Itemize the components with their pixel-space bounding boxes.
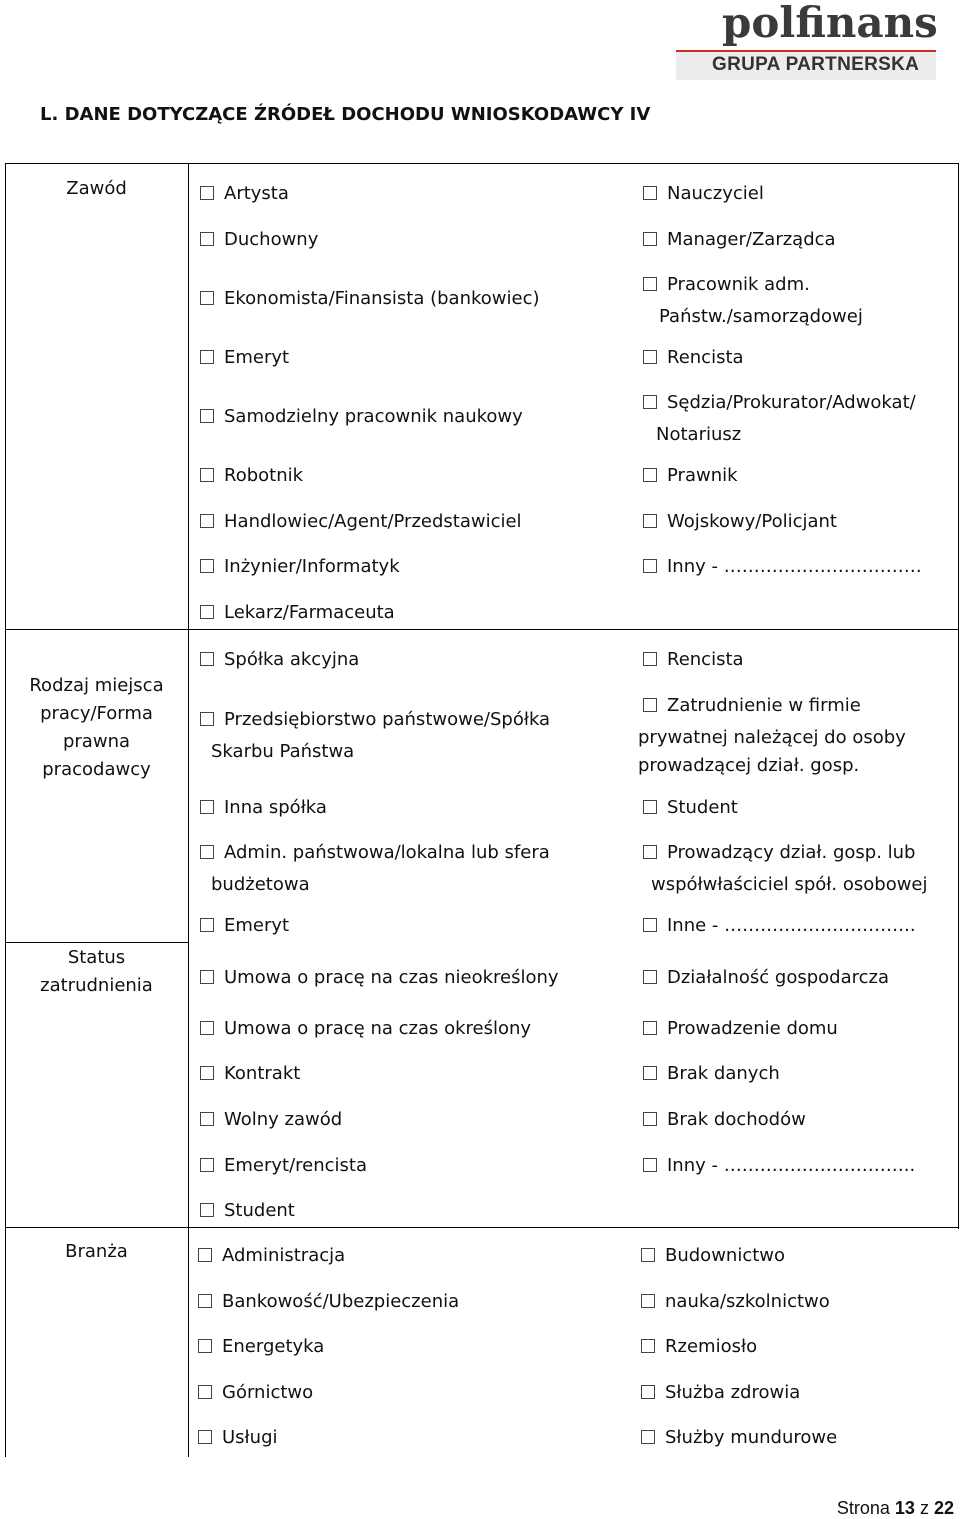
- row-label-status-line1: Status: [67, 947, 126, 968]
- option-gornictwo[interactable]: Górnictwo: [198, 1377, 313, 1408]
- page-number: Strona 13 z 22: [836, 1498, 954, 1518]
- option-student-rodzaj[interactable]: Student: [643, 792, 738, 823]
- table-divider-rodzaj: [5, 629, 959, 630]
- checkbox[interactable]: [643, 1066, 657, 1080]
- row-label-rodzaj: [5, 672, 188, 784]
- checkbox[interactable]: [200, 232, 214, 246]
- option-prowadzacy-dzial[interactable]: Prowadzący dział. gosp. lub: [643, 837, 915, 868]
- checkbox[interactable]: [200, 350, 214, 364]
- table-divider-status: [5, 942, 188, 943]
- checkbox[interactable]: [200, 918, 214, 932]
- option-kontrakt[interactable]: Kontrakt: [200, 1058, 300, 1089]
- option-spolka-akcyjna[interactable]: Spółka akcyjna: [200, 644, 359, 675]
- option-samodzielny-pracownik[interactable]: Samodzielny pracownik naukowy: [200, 401, 523, 432]
- checkbox[interactable]: [198, 1385, 212, 1399]
- checkbox[interactable]: [200, 800, 214, 814]
- checkbox[interactable]: [200, 186, 214, 200]
- checkbox[interactable]: [200, 652, 214, 666]
- checkbox[interactable]: [200, 1112, 214, 1126]
- option-lekarz[interactable]: Lekarz/Farmaceuta: [200, 597, 395, 628]
- option-rencista[interactable]: Rencista: [643, 342, 744, 373]
- option-emeryt-rodzaj[interactable]: Emeryt: [200, 910, 289, 941]
- checkbox[interactable]: [200, 970, 214, 984]
- checkbox[interactable]: [643, 918, 657, 932]
- option-budownictwo[interactable]: Budownictwo: [641, 1240, 785, 1271]
- option-emeryt-rencista[interactable]: Emeryt/rencista: [200, 1150, 367, 1181]
- option-prowadzenie-domu[interactable]: Prowadzenie domu: [643, 1013, 838, 1044]
- row-label-status-line2: zatrudnienia: [40, 975, 153, 996]
- checkbox[interactable]: [643, 800, 657, 814]
- table-border-right: [958, 163, 959, 1229]
- option-student-status[interactable]: Student: [200, 1195, 295, 1226]
- checkbox[interactable]: [198, 1248, 212, 1262]
- option-manager[interactable]: Manager/Zarządca: [643, 224, 836, 255]
- checkbox[interactable]: [200, 845, 214, 859]
- logo-brand-text: polfinans: [722, 0, 938, 47]
- row-label-branza: Branża: [65, 1241, 128, 1262]
- company-logo: [676, 0, 960, 80]
- option-inne-rodzaj[interactable]: Inne - …………………………..: [643, 910, 916, 941]
- checkbox[interactable]: [200, 291, 214, 305]
- checkbox[interactable]: [198, 1339, 212, 1353]
- option-zatrudnienie-firma[interactable]: Zatrudnienie w firmie: [643, 690, 861, 721]
- row-label-rodzaj-line3: prawna: [62, 731, 131, 752]
- checkbox[interactable]: [200, 409, 214, 423]
- checkbox[interactable]: [200, 468, 214, 482]
- option-inna-spolka[interactable]: Inna spółka: [200, 792, 327, 823]
- checkbox[interactable]: [643, 186, 657, 200]
- option-pracownik-adm-line2: Państw./samorządowej: [659, 306, 863, 327]
- option-brak-dochodow[interactable]: Brak dochodów: [643, 1104, 806, 1135]
- option-zatrudnienie-firma-line3: prowadzącej dział. gosp.: [638, 755, 860, 776]
- checkbox[interactable]: [200, 1066, 214, 1080]
- checkbox[interactable]: [200, 712, 214, 726]
- total-pages: 22: [933, 1498, 954, 1518]
- option-emeryt[interactable]: Emeryt: [200, 342, 289, 373]
- option-artysta[interactable]: Artysta: [200, 178, 289, 209]
- checkbox[interactable]: [198, 1430, 212, 1444]
- option-duchowny[interactable]: Duchowny: [200, 224, 318, 255]
- checkbox[interactable]: [198, 1294, 212, 1308]
- option-przedsiebiorstwo-line2: Skarbu Państwa: [211, 741, 355, 762]
- option-bankowosc[interactable]: Bankowość/Ubezpieczenia: [198, 1286, 459, 1317]
- option-inzynier[interactable]: Inżynier/Informatyk: [200, 551, 400, 582]
- checkbox[interactable]: [200, 605, 214, 619]
- checkbox[interactable]: [641, 1430, 655, 1444]
- row-label-rodzaj-line2: pracy/Forma: [40, 703, 153, 724]
- option-prowadzacy-dzial-line2: współwłaściciel spół. osobowej: [651, 874, 928, 895]
- logo-subtitle: GRUPA PARTNERSKA: [712, 54, 920, 75]
- option-zatrudnienie-firma-line2: prywatnej należącej do osoby: [638, 727, 906, 748]
- option-administracja[interactable]: Administracja: [198, 1240, 345, 1271]
- option-umowa-nieokreslony[interactable]: Umowa o pracę na czas nieokreślony: [200, 962, 559, 993]
- option-wojskowy[interactable]: Wojskowy/Policjant: [643, 506, 837, 537]
- row-label-rodzaj-line4: pracodawcy: [42, 759, 151, 780]
- checkbox[interactable]: [200, 559, 214, 573]
- option-rzemioslo[interactable]: Rzemiosło: [641, 1331, 757, 1362]
- checkbox[interactable]: [643, 845, 657, 859]
- checkbox[interactable]: [643, 277, 657, 291]
- table-divider-branza: [5, 1227, 959, 1228]
- option-nauka[interactable]: nauka/szkolnictwo: [641, 1286, 830, 1317]
- checkbox[interactable]: [643, 1112, 657, 1126]
- option-energetyka[interactable]: Energetyka: [198, 1331, 324, 1362]
- checkbox[interactable]: [643, 698, 657, 712]
- checkbox[interactable]: [200, 1158, 214, 1172]
- option-robotnik[interactable]: Robotnik: [200, 460, 303, 491]
- option-inny-zawod[interactable]: Inny - ……………………………: [643, 551, 922, 582]
- checkbox[interactable]: [200, 1021, 214, 1035]
- option-admin-panstwowa-line2: budżetowa: [211, 874, 310, 895]
- option-sluzby-mundurowe[interactable]: Służby mundurowe: [641, 1422, 837, 1453]
- option-dzialalnosc[interactable]: Działalność gospodarcza: [643, 962, 889, 993]
- checkbox[interactable]: [641, 1248, 655, 1262]
- row-label-rodzaj-line1: Rodzaj miejsca: [29, 675, 164, 696]
- checkbox[interactable]: [643, 350, 657, 364]
- checkbox[interactable]: [643, 559, 657, 573]
- current-page: 13: [894, 1498, 915, 1518]
- option-sedzia-line2: Notariusz: [656, 424, 742, 445]
- checkbox[interactable]: [643, 1158, 657, 1172]
- checkbox[interactable]: [641, 1339, 655, 1353]
- option-uslugi[interactable]: Usługi: [198, 1422, 278, 1453]
- table-column-divider: [188, 163, 189, 1457]
- option-pracownik-adm[interactable]: Pracownik adm.: [643, 269, 810, 300]
- table-border-top: [5, 163, 959, 164]
- section-title: L. DANE DOTYCZĄCE ŹRÓDEŁ DOCHODU WNIOSKODAWCY IV: [40, 104, 651, 125]
- checkbox[interactable]: [200, 514, 214, 528]
- option-admin-panstwowa[interactable]: Admin. państwowa/lokalna lub sfera: [200, 837, 550, 868]
- checkbox[interactable]: [643, 1021, 657, 1035]
- option-wolny-zawod[interactable]: Wolny zawód: [200, 1104, 342, 1135]
- option-handlowiec[interactable]: Handlowiec/Agent/Przedstawiciel: [200, 506, 522, 537]
- option-inny-status[interactable]: Inny - …………………………..: [643, 1150, 915, 1181]
- option-ekonomista[interactable]: Ekonomista/Finansista (bankowiec): [200, 283, 540, 314]
- checkbox[interactable]: [643, 232, 657, 246]
- checkbox[interactable]: [641, 1385, 655, 1399]
- logo-wordmark: [686, 0, 948, 50]
- option-prawnik[interactable]: Prawnik: [643, 460, 738, 491]
- checkbox[interactable]: [643, 468, 657, 482]
- option-przedsiebiorstwo[interactable]: Przedsiębiorstwo państwowe/Spółka: [200, 704, 550, 735]
- option-sluzba-zdrowia[interactable]: Służba zdrowia: [641, 1377, 800, 1408]
- option-rencista-rodzaj[interactable]: Rencista: [643, 644, 744, 675]
- row-label-status: [5, 944, 188, 1000]
- checkbox[interactable]: [643, 652, 657, 666]
- checkbox[interactable]: [643, 970, 657, 984]
- checkbox[interactable]: [643, 514, 657, 528]
- checkbox[interactable]: [200, 1203, 214, 1217]
- checkbox[interactable]: [643, 395, 657, 409]
- option-nauczyciel[interactable]: Nauczyciel: [643, 178, 764, 209]
- option-sedzia[interactable]: Sędzia/Prokurator/Adwokat/: [643, 387, 916, 418]
- option-brak-danych[interactable]: Brak danych: [643, 1058, 780, 1089]
- checkbox[interactable]: [641, 1294, 655, 1308]
- option-umowa-okreslony[interactable]: Umowa o pracę na czas określony: [200, 1013, 531, 1044]
- row-label-zawod: Zawód: [66, 178, 127, 199]
